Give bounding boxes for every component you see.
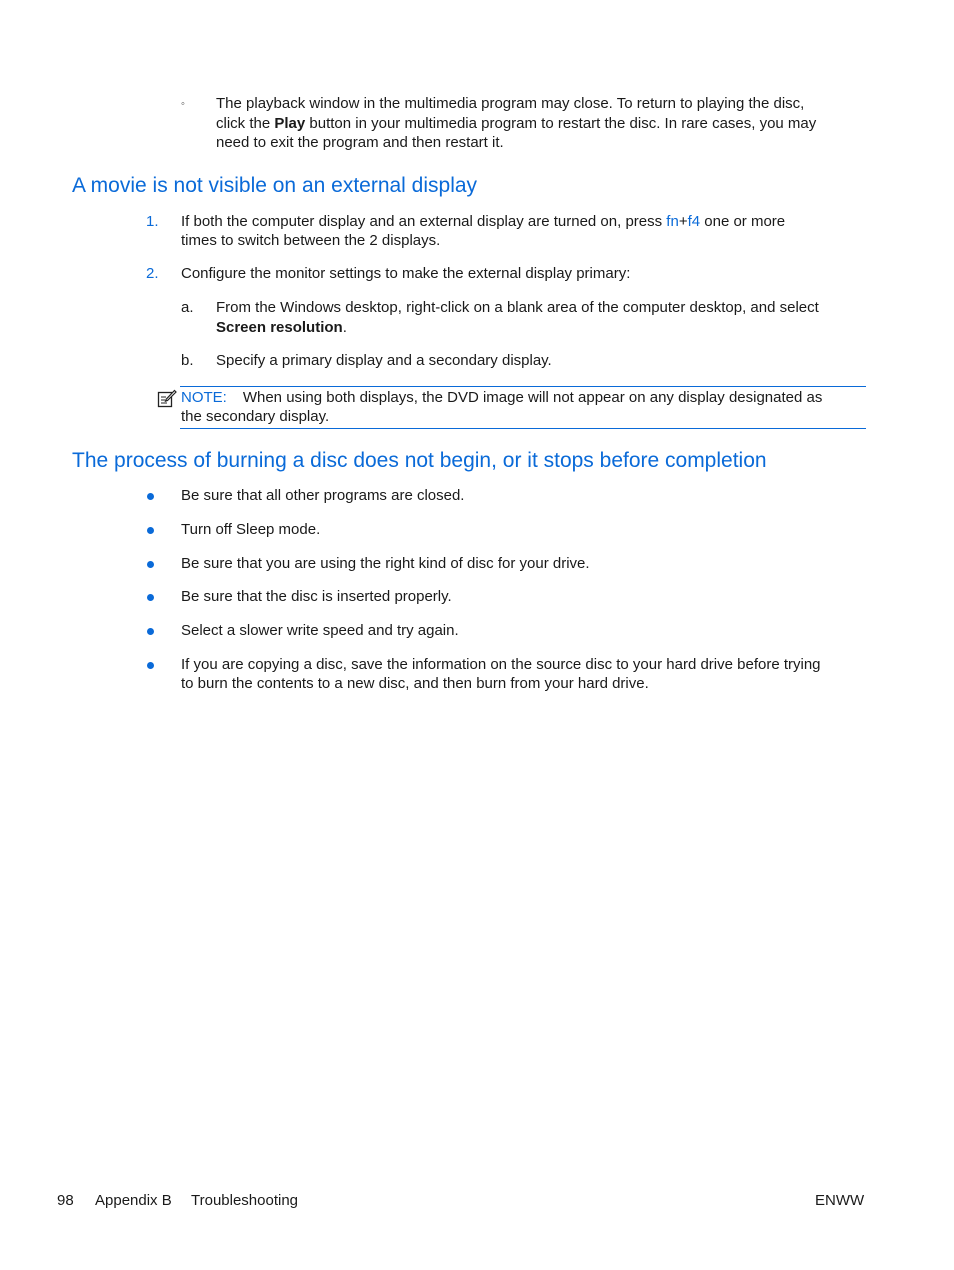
step-line: Configure the monitor settings to make the external display primary: [181,265,631,282]
screen-resolution-label: Screen resolution [216,319,343,336]
bullet-dot [147,561,154,568]
fn-key-link[interactable]: fn [666,213,679,230]
bullet-dot [147,493,154,500]
page-number: 98 [57,1192,74,1209]
sub-bullet-marker: ◦ [181,98,185,110]
step-line: If both the computer display and an external display are turned on, press fn+f4 one or more [181,213,786,230]
substep-line: Specify a primary display and a secondary display. [216,352,552,369]
section-heading-external-display: A movie is not visible on an external display [72,174,478,197]
step-number: 1. [146,213,159,230]
note-line: NOTE: When using both displays, the DVD image will not appear on any display designated as [181,389,823,406]
bullet-dot [147,662,154,669]
footer-section: Troubleshooting [191,1192,299,1209]
play-button-label: Play [274,115,306,132]
list-item: Be sure that the disc is inserted properly. [181,588,452,605]
footer-chapter: Appendix B [95,1192,172,1209]
list-item: Be sure that all other programs are closed. [181,487,465,504]
list-item-continuation: to burn the contents to a new disc, and then burn from your hard drive. [181,675,649,692]
note-label: NOTE: [181,389,227,406]
substep-line: From the Windows desktop, right-click on a blank area of the computer desktop, and select [216,299,819,316]
bullet-dot [147,628,154,635]
substep-letter: b. [181,352,194,369]
paragraph-line: need to exit the program and then restart it. [216,134,504,151]
note-icon [157,389,177,408]
list-item: Be sure that you are using the right kind of disc for your drive. [181,555,590,572]
note-line: the secondary display. [181,408,330,425]
f4-key-link[interactable]: f4 [687,213,701,230]
paragraph-line: click the Play button in your multimedia program to restart the disc. In rare cases, you may [216,115,817,132]
step-line: times to switch between the 2 displays. [181,232,441,249]
footer-code: ENWW [815,1192,865,1209]
section-heading-burning-disc: The process of burning a disc does not begin, or it stops before completion [72,449,767,472]
step-number: 2. [146,265,159,282]
bullet-dot [147,527,154,534]
substep-letter: a. [181,299,194,316]
substep-line: Screen resolution. [216,319,347,336]
list-item: If you are copying a disc, save the information on the source disc to your hard drive before trying [181,656,821,673]
list-item: Select a slower write speed and try again. [181,622,459,639]
list-item: Turn off Sleep mode. [181,521,321,538]
paragraph-line: The playback window in the multimedia program may close. To return to playing the disc, [216,95,805,112]
bullet-dot [147,594,154,601]
